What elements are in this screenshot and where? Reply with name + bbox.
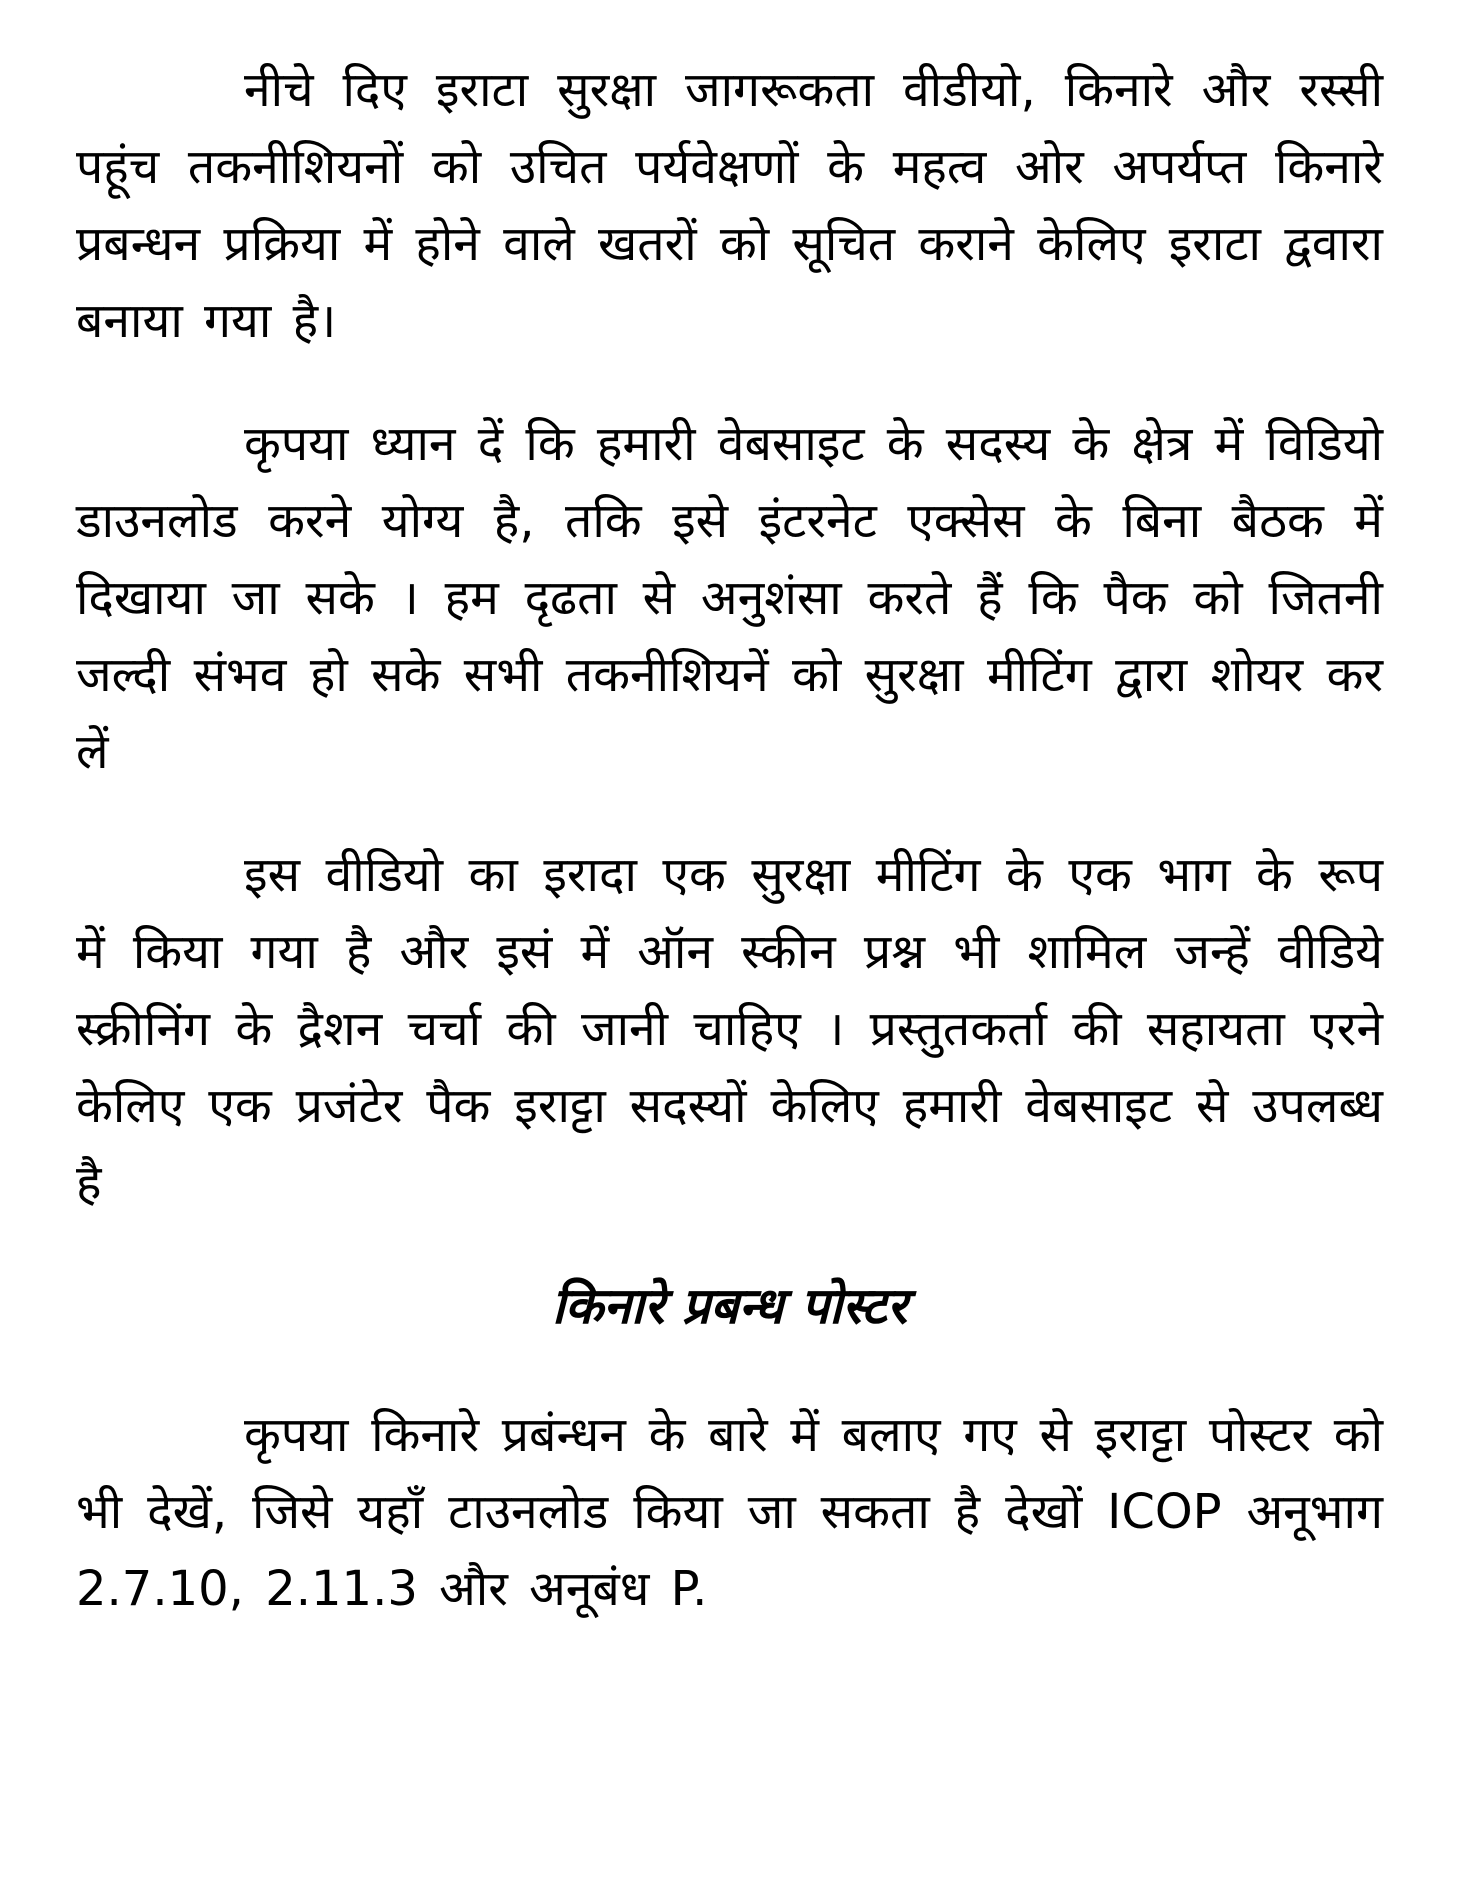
paragraph-video-purpose: नीचे दिए इराटा सुरक्षा जागरूकता वीडीयो, किनारे और रस्सी पहूंच तकनीशियनों को उचित पर्यवेक्षणों के महत्व ओर अपर्यप्त किनारे प्रबन्धन प्रक्रिया में होने वाले खतरों को सूचित कराने केलिए इराटा द्ववारा बनाया गया है।	[76, 62, 1383, 349]
paragraph-safety-meeting-intent: इस वीडियो का इरादा एक सुरक्षा मीटिंग के एक भाग के रूप में किया गया है और इसं में ऑन स्कीन प्रश्न भी शामिल जन्हें वीडिये स्क्रीनिंग के द्रैशन चर्चा की जानी चाहिए । प्रस्तुतकर्ता की सहायता एरने केलिए एक प्रजंटेर पैक इराट्टा सदस्यों केलिए हमारी वेबसाइट से उपलब्ध है	[76, 847, 1383, 1211]
paragraph-poster-reference: कृपया किनारे प्रबंन्धन के बारे में बलाए गए से इराट्टा पोस्टर को भी देखें, जिसे यहाँ टाउनलोड किया जा सकता है देखों ICOP अनूभाग 2.7.10, 2.11.3 और अनूबंध P.	[76, 1407, 1383, 1617]
section-heading-edge-management-poster: किनारे प्रबन्ध पोस्टर	[551, 1277, 908, 1335]
paragraph-website-download-note: कृपया ध्यान दें कि हमारी वेबसाइट के सदस्य के क्षेत्र में विडियो डाउनलोड करने योग्य है, तकि इसे इंटरनेट एक्सेस के बिना बैठक में दिखाया जा सके । हम दृढता से अनुशंसा करते हैं कि पैक को जितनी जल्दी संभव हो सके सभी तकनीशियनें को सुरक्षा मीटिंग द्वारा शोयर कर लें	[76, 416, 1383, 780]
